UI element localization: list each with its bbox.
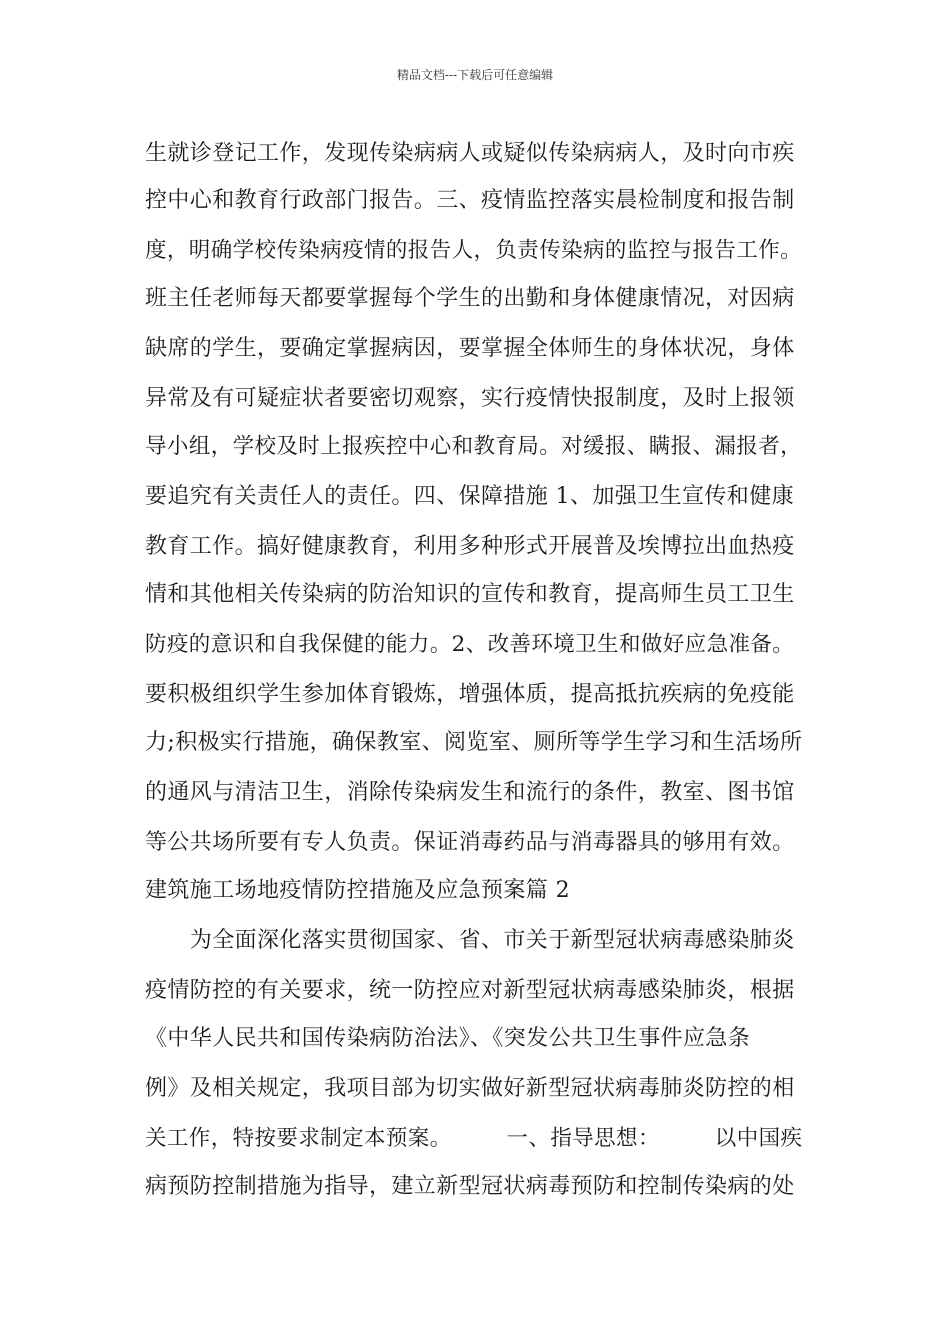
text-line: 导小组，学校及时上报疾控中心和教育局。对缓报、瞒报、漏报者， [145,434,803,459]
text-line: 班主任老师每天都要掌握每个学生的出勤和身体健康情况，对因病 [145,286,795,311]
text-line: 例》及相关规定，我项目部为切实做好新型冠状病毒肺炎防控的相 [145,1076,795,1101]
text-line: 等公共场所要有专人负责。保证消毒药品与消毒器具的够用有效。 [145,830,795,855]
text-line: 关工作，特按要求制定本预案。 一、指导思想： 以中国疾 [145,1126,803,1151]
text-line: 为全面深化落实贯彻国家、省、市关于新型冠状病毒感染肺炎 [145,928,795,953]
text-line: 病预防控制措施为指导，建立新型冠状病毒预防和控制传染病的处 [145,1174,795,1199]
text-line: 要积极组织学生参加体育锻炼，增强体质，提高抵抗疾病的免疫能 [145,682,795,707]
section-title: 建筑施工场地疫情防控措施及应急预案篇 2 [145,878,570,903]
text-line: 防疫的意识和自我保健的能力。2、改善环境卫生和做好应急准备。 [145,632,795,657]
text-line: 教育工作。搞好健康教育，利用多种形式开展普及埃博拉出血热疫 [145,534,795,559]
text-line: 情和其他相关传染病的防治知识的宣传和教育，提高师生员工卫生 [145,582,795,607]
text-line: 缺席的学生，要确定掌握病因，要掌握全体师生的身体状况，身体 [145,336,795,361]
page-header: 精品文档---下载后可任意编辑 [396,68,554,82]
text-line: 疫情防控的有关要求，统一防控应对新型冠状病毒感染肺炎，根据 [145,978,795,1003]
text-line: 异常及有可疑症状者要密切观察，实行疫情快报制度，及时上报领 [145,386,795,411]
text-line: 要追究有关责任人的责任。四、保障措施 1、加强卫生宣传和健康 [145,484,794,509]
text-line: 的通风与清洁卫生，消除传染病发生和流行的条件，教室、图书馆 [145,780,795,805]
text-line: 生就诊登记工作，发现传染病病人或疑似传染病病人，及时向市疾 [145,141,795,166]
text-line: 度，明确学校传染病疫情的报告人，负责传染病的监控与报告工作。 [145,238,803,263]
text-line: 力;积极实行措施，确保教室、阅览室、厕所等学生学习和生活场所 [145,730,803,755]
text-line: 控中心和教育行政部门报告。三、疫情监控落实晨检制度和报告制 [145,188,795,213]
text-line: 《中华人民共和国传染病防治法》、《突发公共卫生事件应急条 [145,1026,751,1051]
